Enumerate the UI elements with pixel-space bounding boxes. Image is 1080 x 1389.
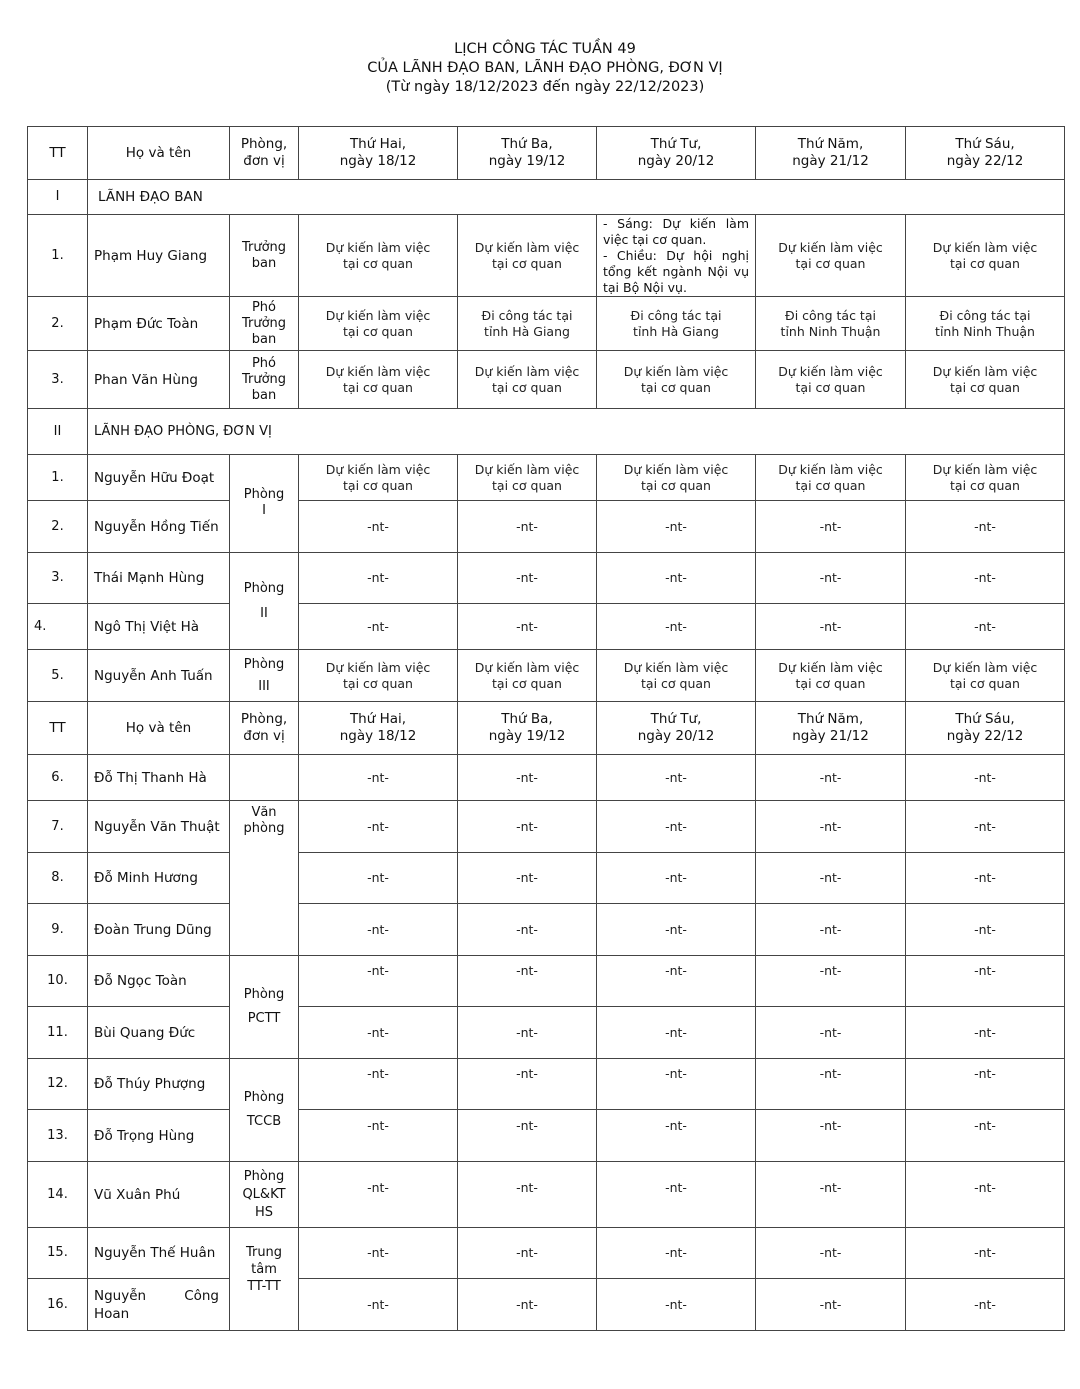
header-name: Họ và tên [88, 127, 230, 180]
position: Phó Trưởng ban [230, 297, 299, 351]
schedule-cell: -nt- [299, 1162, 458, 1228]
schedule-cell: -nt- [597, 1007, 756, 1059]
schedule-cell: -nt- [906, 956, 1065, 1007]
header-day-mon: Thứ Hai, ngày 18/12 [299, 127, 458, 180]
header-row [28, 127, 1065, 180]
schedule-cell: -nt- [299, 755, 458, 801]
person-name: Đỗ Thúy Phượng [88, 1059, 230, 1110]
schedule-cell: -nt- [756, 1059, 906, 1110]
schedule-cell: Dự kiến làm việc tại cơ quan [906, 351, 1065, 409]
schedule-cell: -nt- [597, 904, 756, 956]
row-number: 2. [28, 501, 88, 553]
table-row [28, 1110, 1065, 1162]
table-row [28, 1059, 1065, 1110]
department: Phòng PCTT [230, 956, 299, 1059]
section-label: LÃNH ĐẠO BAN [88, 180, 1065, 215]
header-day-wed: Thứ Tư, ngày 20/12 [597, 702, 756, 755]
schedule-cell: -nt- [597, 956, 756, 1007]
department: Trung tâm TT-TT [230, 1228, 299, 1331]
schedule-table [27, 126, 1065, 1331]
schedule-cell: -nt- [906, 1228, 1065, 1279]
schedule-cell: Dự kiến làm việc tại cơ quan [458, 351, 597, 409]
schedule-cell: -nt- [299, 1279, 458, 1331]
row-number: 7. [28, 801, 88, 853]
schedule-cell: -nt- [299, 604, 458, 650]
table-row [28, 351, 1065, 409]
header-dept: Phòng, đơn vị [230, 702, 299, 755]
schedule-cell: -nt- [299, 853, 458, 904]
schedule-cell: -nt- [458, 801, 597, 853]
schedule-cell: Dự kiến làm việc tại cơ quan [299, 650, 458, 702]
person-name: Phạm Đức Toàn [88, 297, 230, 351]
schedule-cell: -nt- [597, 1279, 756, 1331]
table-row [28, 501, 1065, 553]
table-row [28, 455, 1065, 501]
schedule-cell: - Sáng: Dự kiến làm việc tại cơ quan. - Chiều: Dự hội nghị tổng kết ngành Nội vụ tại Bộ Nội vụ. [597, 215, 756, 297]
title-line-3: (Từ ngày 18/12/2023 đến ngày 22/12/2023) [385, 79, 705, 95]
header-day-tue: Thứ Ba, ngày 19/12 [458, 127, 597, 180]
header-name: Họ và tên [88, 702, 230, 755]
schedule-cell: -nt- [756, 553, 906, 604]
table-row [28, 215, 1065, 297]
schedule-cell: -nt- [458, 956, 597, 1007]
schedule-cell: -nt- [299, 1110, 458, 1162]
table-row [28, 1279, 1065, 1331]
schedule-cell: Dự kiến làm việc tại cơ quan [756, 650, 906, 702]
schedule-cell: -nt- [756, 956, 906, 1007]
schedule-cell: -nt- [299, 1059, 458, 1110]
table-row [28, 904, 1065, 956]
person-name: Đỗ Thị Thanh Hà [88, 755, 230, 801]
table-row [28, 297, 1065, 351]
table-row [28, 1228, 1065, 1279]
row-number: 15. [28, 1228, 88, 1279]
header-day-fri: Thứ Sáu, ngày 22/12 [906, 127, 1065, 180]
schedule-cell: -nt- [906, 853, 1065, 904]
schedule-cell: -nt- [458, 501, 597, 553]
schedule-cell: Dự kiến làm việc tại cơ quan [299, 297, 458, 351]
document-title [0, 40, 1080, 97]
schedule-cell: -nt- [458, 1007, 597, 1059]
position: Trưởng ban [230, 215, 299, 297]
schedule-cell: -nt- [299, 904, 458, 956]
person-name: Nguyễn Hồng Tiến [88, 501, 230, 553]
row-number: 9. [28, 904, 88, 956]
table-row [28, 801, 1065, 853]
schedule-cell: Dự kiến làm việc tại cơ quan [756, 455, 906, 501]
schedule-cell: -nt- [597, 801, 756, 853]
schedule-cell: -nt- [458, 904, 597, 956]
person-name: Bùi Quang Đức [88, 1007, 230, 1059]
table-row [28, 956, 1065, 1007]
row-number: 10. [28, 956, 88, 1007]
schedule-cell: Dự kiến làm việc tại cơ quan [906, 650, 1065, 702]
schedule-cell: -nt- [756, 1279, 906, 1331]
schedule-cell: -nt- [597, 1162, 756, 1228]
header-day-wed: Thứ Tư, ngày 20/12 [597, 127, 756, 180]
schedule-cell: Dự kiến làm việc tại cơ quan [906, 455, 1065, 501]
schedule-cell: Dự kiến làm việc tại cơ quan [299, 455, 458, 501]
schedule-cell: -nt- [906, 501, 1065, 553]
schedule-cell: -nt- [906, 553, 1065, 604]
schedule-cell: -nt- [756, 604, 906, 650]
schedule-cell: -nt- [458, 755, 597, 801]
person-name: Đỗ Minh Hương [88, 853, 230, 904]
header-day-thu: Thứ Năm, ngày 21/12 [756, 127, 906, 180]
schedule-cell: Đi công tác tại tỉnh Ninh Thuận [756, 297, 906, 351]
schedule-cell: -nt- [906, 1162, 1065, 1228]
row-number: 3. [28, 553, 88, 604]
row-number: 4. [28, 604, 88, 650]
department: Phòng QL&KT HS [230, 1162, 299, 1228]
row-number: 8. [28, 853, 88, 904]
schedule-cell: -nt- [458, 853, 597, 904]
schedule-cell: -nt- [756, 1110, 906, 1162]
schedule-cell: -nt- [597, 501, 756, 553]
schedule-cell: -nt- [458, 1162, 597, 1228]
schedule-cell: Dự kiến làm việc tại cơ quan [299, 351, 458, 409]
schedule-cell: -nt- [299, 501, 458, 553]
schedule-cell: -nt- [906, 1110, 1065, 1162]
row-number: 3. [28, 351, 88, 409]
schedule-cell: -nt- [299, 553, 458, 604]
person-name: Thái Mạnh Hùng [88, 553, 230, 604]
department: Văn phòng [230, 801, 299, 956]
section-label: LÃNH ĐẠO PHÒNG, ĐƠN VỊ [88, 409, 1065, 455]
table-row [28, 1007, 1065, 1059]
schedule-cell: -nt- [597, 553, 756, 604]
schedule-cell: -nt- [906, 801, 1065, 853]
row-number: 11. [28, 1007, 88, 1059]
schedule-cell: -nt- [299, 1007, 458, 1059]
person-name: Nguyễn Văn Thuật [88, 801, 230, 853]
schedule-cell: -nt- [756, 904, 906, 956]
schedule-cell: -nt- [756, 801, 906, 853]
title-line-1: LỊCH CÔNG TÁC TUẦN 49 [454, 41, 636, 57]
schedule-cell: -nt- [458, 604, 597, 650]
schedule-cell: -nt- [299, 801, 458, 853]
row-number: 1. [28, 455, 88, 501]
person-name: Đỗ Ngọc Toàn [88, 956, 230, 1007]
header-day-tue: Thứ Ba, ngày 19/12 [458, 702, 597, 755]
schedule-cell: -nt- [906, 604, 1065, 650]
table-row [28, 650, 1065, 702]
schedule-cell: Dự kiến làm việc tại cơ quan [458, 650, 597, 702]
schedule-cell: -nt- [597, 604, 756, 650]
schedule-cell: -nt- [756, 1228, 906, 1279]
schedule-cell: -nt- [597, 1110, 756, 1162]
schedule-cell: Dự kiến làm việc tại cơ quan [597, 455, 756, 501]
schedule-cell: -nt- [458, 1228, 597, 1279]
section-row [28, 180, 1065, 215]
department: Phòng I [230, 455, 299, 553]
department: Phòng II [230, 553, 299, 650]
schedule-cell: Đi công tác tại tỉnh Hà Giang [597, 297, 756, 351]
schedule-cell: -nt- [906, 755, 1065, 801]
person-name: Nguyễn Công Hoan [88, 1279, 230, 1331]
schedule-cell: -nt- [597, 853, 756, 904]
schedule-cell: -nt- [756, 755, 906, 801]
row-number: 14. [28, 1162, 88, 1228]
schedule-cell: -nt- [458, 1059, 597, 1110]
department: Phòng TCCB [230, 1059, 299, 1162]
row-number: 6. [28, 755, 88, 801]
schedule-cell: -nt- [906, 1059, 1065, 1110]
department: Phòng III [230, 650, 299, 702]
schedule-cell: Dự kiến làm việc tại cơ quan [756, 351, 906, 409]
schedule-cell: Đi công tác tại tỉnh Ninh Thuận [906, 297, 1065, 351]
schedule-cell: Dự kiến làm việc tại cơ quan [458, 455, 597, 501]
header-tt: TT [28, 702, 88, 755]
header-day-fri: Thứ Sáu, ngày 22/12 [906, 702, 1065, 755]
person-name: Nguyễn Thế Huân [88, 1228, 230, 1279]
schedule-cell: Đi công tác tại tỉnh Hà Giang [458, 297, 597, 351]
person-name: Nguyễn Hữu Đoạt [88, 455, 230, 501]
schedule-cell: Dự kiến làm việc tại cơ quan [597, 351, 756, 409]
title-line-2: CỦA LÃNH ĐẠO BAN, LÃNH ĐẠO PHÒNG, ĐƠN VỊ [367, 60, 723, 76]
header-row-repeat [28, 702, 1065, 755]
schedule-cell: Dự kiến làm việc tại cơ quan [299, 215, 458, 297]
schedule-cell: Dự kiến làm việc tại cơ quan [458, 215, 597, 297]
schedule-cell: -nt- [756, 501, 906, 553]
person-name: Ngô Thị Việt Hà [88, 604, 230, 650]
header-day-mon: Thứ Hai, ngày 18/12 [299, 702, 458, 755]
person-name: Nguyễn Anh Tuấn [88, 650, 230, 702]
schedule-cell: -nt- [299, 1228, 458, 1279]
schedule-cell: -nt- [458, 1279, 597, 1331]
row-number: 5. [28, 650, 88, 702]
row-number: 2. [28, 297, 88, 351]
row-number: 12. [28, 1059, 88, 1110]
schedule-cell: -nt- [299, 956, 458, 1007]
section-row [28, 409, 1065, 455]
section-number: II [28, 409, 88, 455]
schedule-cell: Dự kiến làm việc tại cơ quan [756, 215, 906, 297]
section-number: I [28, 180, 88, 215]
row-number: 13. [28, 1110, 88, 1162]
position: Phó Trưởng ban [230, 351, 299, 409]
table-row [28, 553, 1065, 604]
schedule-cell: -nt- [756, 1162, 906, 1228]
header-day-thu: Thứ Năm, ngày 21/12 [756, 702, 906, 755]
schedule-cell: -nt- [906, 1007, 1065, 1059]
person-name: Đỗ Trọng Hùng [88, 1110, 230, 1162]
schedule-cell: -nt- [597, 755, 756, 801]
schedule-cell: -nt- [597, 1228, 756, 1279]
table-row [28, 755, 1065, 801]
table-row [28, 853, 1065, 904]
table-row [28, 1162, 1065, 1228]
schedule-cell: -nt- [906, 1279, 1065, 1331]
person-name: Phạm Huy Giang [88, 215, 230, 297]
table-row [28, 604, 1065, 650]
person-name: Vũ Xuân Phú [88, 1162, 230, 1228]
schedule-cell: -nt- [597, 1059, 756, 1110]
header-tt: TT [28, 127, 88, 180]
header-dept: Phòng, đơn vị [230, 127, 299, 180]
schedule-cell: -nt- [458, 553, 597, 604]
row-number: 1. [28, 215, 88, 297]
row-number: 16. [28, 1279, 88, 1331]
schedule-cell: -nt- [756, 1007, 906, 1059]
schedule-cell: -nt- [906, 904, 1065, 956]
person-name: Phan Văn Hùng [88, 351, 230, 409]
schedule-cell: -nt- [756, 853, 906, 904]
schedule-cell: -nt- [458, 1110, 597, 1162]
schedule-cell: Dự kiến làm việc tại cơ quan [597, 650, 756, 702]
person-name: Đoàn Trung Dũng [88, 904, 230, 956]
department [230, 755, 299, 801]
schedule-cell: Dự kiến làm việc tại cơ quan [906, 215, 1065, 297]
